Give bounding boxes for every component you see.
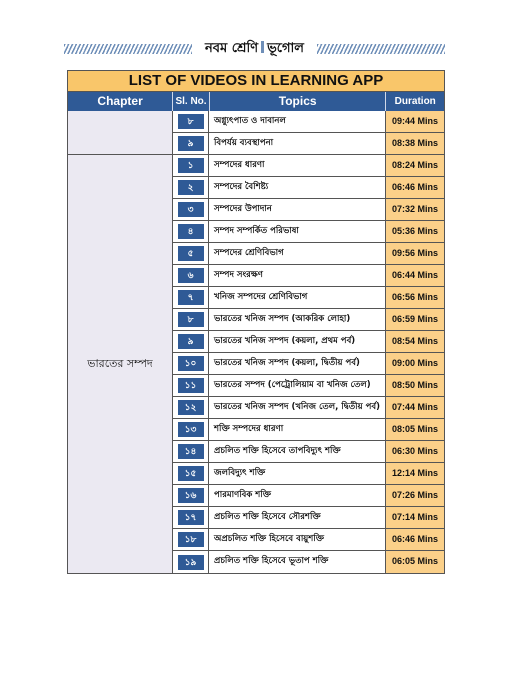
sl-cell bbox=[173, 287, 209, 308]
sl-number-badge: ১৬ bbox=[178, 488, 204, 503]
duration-cell: 07:32 Mins bbox=[386, 199, 444, 220]
topic-cell[interactable]: সম্পদের শ্রেণিবিভাগ bbox=[209, 243, 386, 264]
sl-cell bbox=[173, 199, 209, 220]
table-title: LIST OF VIDEOS IN LEARNING APP bbox=[68, 71, 444, 92]
sl-number-badge: ৬ bbox=[178, 268, 204, 283]
chapter-column bbox=[68, 111, 173, 573]
duration-cell: 06:30 Mins bbox=[386, 441, 444, 462]
column-header-chapter: Chapter bbox=[68, 92, 173, 111]
column-header-topics: Topics bbox=[210, 92, 387, 111]
subject-label: ভূগোল bbox=[267, 41, 304, 56]
topic-cell[interactable]: ভারতের খনিজ সম্পদ (কয়লা, দ্বিতীয় পর্ব) bbox=[209, 353, 386, 374]
duration-cell: 12:14 Mins bbox=[386, 463, 444, 484]
sl-cell bbox=[173, 507, 209, 528]
duration-cell: 07:26 Mins bbox=[386, 485, 444, 506]
duration-cell: 05:36 Mins bbox=[386, 221, 444, 242]
table-row[interactable] bbox=[173, 419, 444, 441]
duration-cell: 09:00 Mins bbox=[386, 353, 444, 374]
topic-cell[interactable]: সম্পদ সংরক্ষণ bbox=[209, 265, 386, 286]
topic-cell[interactable]: শক্তি সম্পদের ধারণা bbox=[209, 419, 386, 440]
column-header-duration: Duration bbox=[394, 96, 436, 107]
table-row[interactable] bbox=[173, 309, 444, 331]
duration-cell: 08:50 Mins bbox=[386, 375, 444, 396]
table-row[interactable] bbox=[173, 529, 444, 551]
topic-cell[interactable]: সম্পদের বৈশিষ্ট্য bbox=[209, 177, 386, 198]
sl-number-badge: ১৭ bbox=[178, 510, 204, 525]
sl-number-badge: ১ bbox=[178, 158, 204, 173]
sl-cell bbox=[173, 397, 209, 418]
duration-cell: 09:44 Mins bbox=[386, 111, 444, 132]
sl-cell bbox=[173, 331, 209, 352]
chapter-cell bbox=[68, 111, 172, 155]
sl-number-badge: ১৩ bbox=[178, 422, 204, 437]
table-row[interactable] bbox=[173, 551, 444, 573]
topic-cell[interactable]: প্রচলিত শক্তি হিসেবে ভূতাপ শক্তি bbox=[209, 551, 386, 573]
topic-cell[interactable]: সম্পদের ধারণা bbox=[209, 155, 386, 176]
video-list-table bbox=[67, 70, 445, 574]
table-row[interactable] bbox=[173, 441, 444, 463]
chapter-cell: ভারতের সম্পদ bbox=[68, 155, 172, 573]
sl-number-badge: ৭ bbox=[178, 290, 204, 305]
title-separator bbox=[261, 41, 264, 53]
table-header-row bbox=[68, 92, 444, 111]
sl-cell bbox=[173, 353, 209, 374]
sl-number-badge: ৯ bbox=[178, 334, 204, 349]
column-header-sl-no: Sl. No. bbox=[173, 92, 210, 111]
sl-number-badge: ১৪ bbox=[178, 444, 204, 459]
sl-number-badge: ৯ bbox=[178, 136, 204, 151]
sl-number-badge: ১৯ bbox=[178, 555, 204, 570]
sl-cell bbox=[173, 177, 209, 198]
sl-cell bbox=[173, 419, 209, 440]
sl-number-badge: ১২ bbox=[178, 400, 204, 415]
duration-cell: 08:38 Mins bbox=[386, 133, 444, 154]
sl-number-badge: ১৫ bbox=[178, 466, 204, 481]
topic-cell[interactable]: জলবিদ্যুৎ শক্তি bbox=[209, 463, 386, 484]
duration-cell: 08:54 Mins bbox=[386, 331, 444, 352]
duration-cell: 09:56 Mins bbox=[386, 243, 444, 264]
sl-cell bbox=[173, 551, 209, 573]
table-row[interactable] bbox=[173, 397, 444, 419]
duration-cell: 06:46 Mins bbox=[386, 529, 444, 550]
table-row[interactable] bbox=[173, 463, 444, 485]
topic-cell[interactable]: খনিজ সম্পদের শ্রেণিবিভাগ bbox=[209, 287, 386, 308]
table-row[interactable] bbox=[173, 243, 444, 265]
sl-cell bbox=[173, 529, 209, 550]
duration-cell: 06:56 Mins bbox=[386, 287, 444, 308]
table-row[interactable] bbox=[173, 265, 444, 287]
duration-cell: 07:44 Mins bbox=[386, 397, 444, 418]
table-row[interactable] bbox=[173, 507, 444, 529]
class-label: নবম শ্রেণি bbox=[205, 41, 259, 56]
topic-cell[interactable]: পারমাণবিক শক্তি bbox=[209, 485, 386, 506]
topic-cell[interactable]: ভারতের খনিজ সম্পদ (কয়লা, প্রথম পর্ব) bbox=[209, 331, 386, 352]
topic-cell[interactable]: প্রচলিত শক্তি হিসেবে তাপবিদ্যুৎ শক্তি bbox=[209, 441, 386, 462]
topic-cell[interactable]: ভারতের সম্পদ (পেট্রোলিয়াম বা খনিজ তেল) bbox=[209, 375, 386, 396]
sl-cell bbox=[173, 441, 209, 462]
sl-number-badge: ২ bbox=[178, 180, 204, 195]
page-header bbox=[64, 40, 445, 58]
topic-cell[interactable]: প্রচলিত শক্তি হিসেবে সৌরশক্তি bbox=[209, 507, 386, 528]
sl-number-badge: ১৮ bbox=[178, 532, 204, 547]
topic-cell[interactable]: সম্পদের উপাদান bbox=[209, 199, 386, 220]
table-body bbox=[68, 111, 444, 573]
table-row[interactable] bbox=[173, 133, 444, 155]
sl-cell bbox=[173, 375, 209, 396]
duration-cell: 06:46 Mins bbox=[386, 177, 444, 198]
topic-cell[interactable]: বিপর্যয় ব্যবস্থাপনা bbox=[209, 133, 386, 154]
sl-number-badge: ৮ bbox=[178, 114, 204, 129]
table-row[interactable] bbox=[173, 111, 444, 133]
sl-cell bbox=[173, 155, 209, 176]
table-row[interactable] bbox=[173, 353, 444, 375]
duration-cell: 08:05 Mins bbox=[386, 419, 444, 440]
topic-cell[interactable]: ভারতের খনিজ সম্পদ (আকরিক লোহা) bbox=[209, 309, 386, 330]
sl-cell bbox=[173, 221, 209, 242]
table-row[interactable] bbox=[173, 221, 444, 243]
sl-cell bbox=[173, 463, 209, 484]
duration-cell: 06:59 Mins bbox=[386, 309, 444, 330]
table-row[interactable] bbox=[173, 485, 444, 507]
sl-number-badge: ১০ bbox=[178, 356, 204, 371]
sl-cell bbox=[173, 111, 209, 132]
table-row[interactable] bbox=[173, 155, 444, 177]
sl-number-badge: ৫ bbox=[178, 246, 204, 261]
topic-cell[interactable]: ভারতের খনিজ সম্পদ (খনিজ তেল, দ্বিতীয় পর্ব) bbox=[209, 397, 386, 418]
table-row[interactable] bbox=[173, 199, 444, 221]
duration-cell: 06:05 Mins bbox=[386, 551, 444, 573]
topic-cell[interactable]: অগ্ন্যুৎপাত ও দাবানল bbox=[209, 111, 386, 132]
sl-cell bbox=[173, 243, 209, 264]
topic-rows bbox=[173, 111, 444, 573]
topic-cell[interactable]: অপ্রচলিত শক্তি হিসেবে বায়ুশক্তি bbox=[209, 529, 386, 550]
sl-cell bbox=[173, 309, 209, 330]
table-row[interactable] bbox=[173, 375, 444, 397]
table-row[interactable] bbox=[173, 331, 444, 353]
topic-cell[interactable]: সম্পদ সম্পর্কিত পরিভাষা bbox=[209, 221, 386, 242]
duration-cell: 08:24 Mins bbox=[386, 155, 444, 176]
header-hatch-right bbox=[317, 44, 445, 54]
duration-cell: 07:14 Mins bbox=[386, 507, 444, 528]
sl-cell bbox=[173, 265, 209, 286]
sl-cell bbox=[173, 485, 209, 506]
table-row[interactable] bbox=[173, 287, 444, 309]
duration-cell: 06:44 Mins bbox=[386, 265, 444, 286]
sl-cell bbox=[173, 133, 209, 154]
table-row[interactable] bbox=[173, 177, 444, 199]
sl-number-badge: ৪ bbox=[178, 224, 204, 239]
sl-number-badge: ৩ bbox=[178, 202, 204, 217]
sl-number-badge: ৮ bbox=[178, 312, 204, 327]
sl-number-badge: ১১ bbox=[178, 378, 204, 393]
